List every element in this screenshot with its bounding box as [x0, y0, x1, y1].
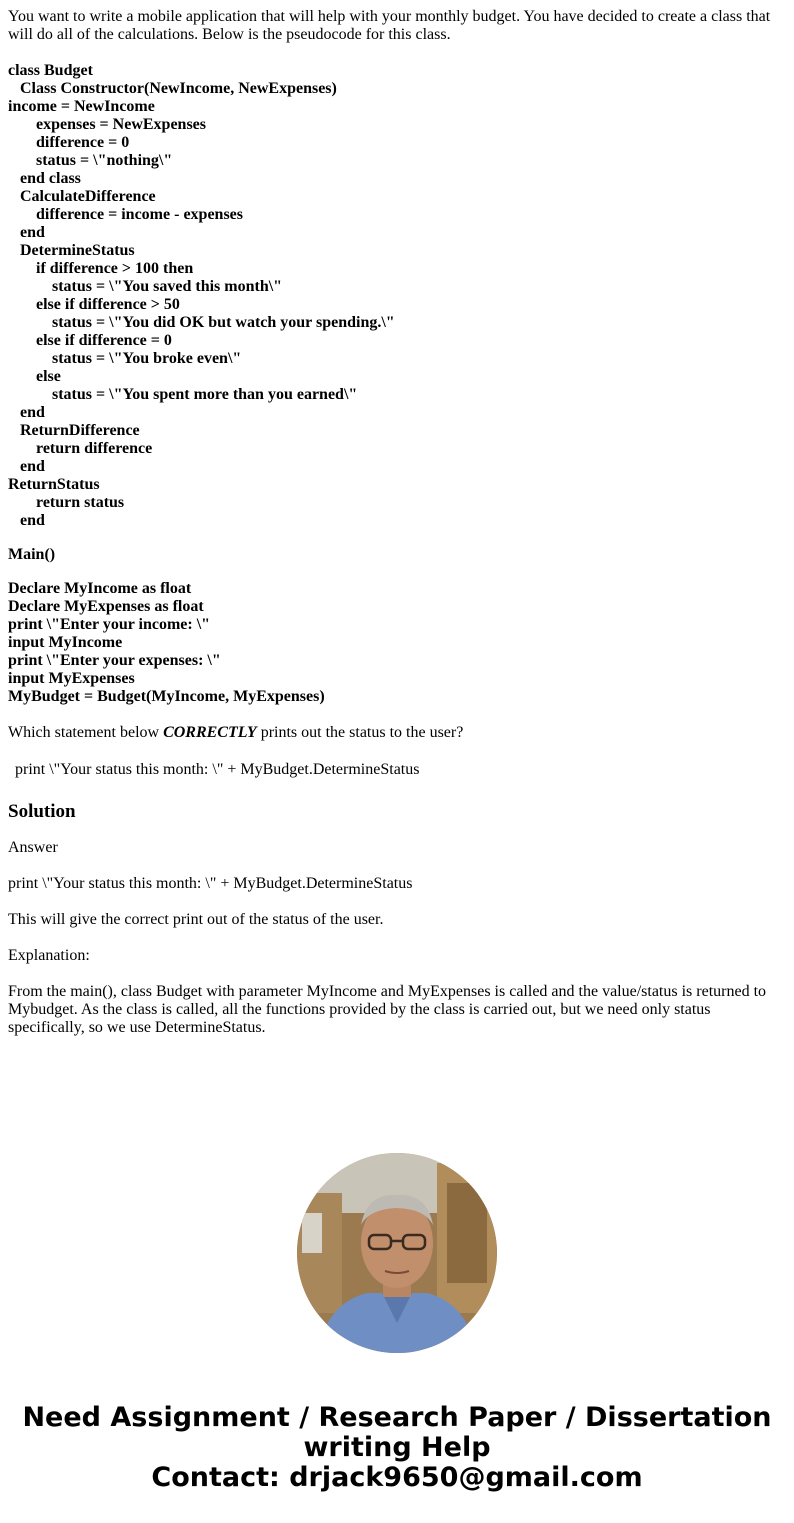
code-line: class Budget	[8, 62, 93, 79]
code-line: Declare MyIncome as float	[8, 580, 192, 597]
answer-option: print \"Your status this month: \" + MyBudget.DetermineStatus	[15, 761, 420, 778]
code-line: status = \"You broke even\"	[8, 350, 242, 367]
question-intro: You want to write a mobile application that will help with your monthly budget. You have decided to create a class that will do all of the calculations. Below is the pseudocode for this class.	[8, 8, 771, 43]
question-page	[8, 8, 778, 1055]
code-line: input MyExpenses	[8, 670, 135, 687]
code-line: Declare MyExpenses as float	[8, 598, 204, 615]
answer-note: This will give the correct print out of the status of the user.	[8, 911, 384, 928]
code-line: difference = 0	[8, 134, 130, 151]
solution-heading: Solution	[8, 801, 76, 822]
code-line: else	[8, 368, 61, 385]
code-main-title: Main()	[8, 546, 56, 563]
code-line: expenses = NewExpenses	[8, 116, 207, 133]
code-line: print \"Enter your expenses: \"	[8, 652, 221, 669]
code-line: return status	[8, 494, 125, 511]
answer-label: Answer	[8, 839, 58, 856]
explanation-label: Explanation:	[8, 947, 90, 964]
solution-section	[8, 801, 778, 1037]
code-line: end	[8, 458, 45, 475]
code-line: Class Constructor(NewIncome, NewExpenses)	[8, 80, 337, 97]
code-line: else if difference = 0	[8, 332, 172, 349]
author-avatar	[297, 1153, 497, 1353]
code-line: ReturnStatus	[8, 476, 100, 493]
code-line: else if difference > 50	[8, 296, 180, 313]
code-line: end	[8, 512, 45, 529]
code-line: CalculateDifference	[8, 188, 156, 205]
code-line: status = \"nothing\"	[8, 152, 173, 169]
question-text-after: prints out the status to the user?	[256, 724, 464, 741]
banner-line-1: Need Assignment / Research Paper / Dissertation	[22, 1402, 772, 1433]
code-line: status = \"You saved this month\"	[8, 278, 283, 295]
answer-text: print \"Your status this month: \" + MyBudget.DetermineStatus	[8, 875, 413, 892]
contact-banner	[0, 1403, 794, 1493]
banner-line-2: writing Help	[303, 1432, 491, 1463]
code-line: income = NewIncome	[8, 98, 155, 115]
question-prompt	[8, 724, 778, 742]
code-line: end	[8, 224, 45, 241]
pseudocode-block	[8, 62, 778, 706]
code-line: end class	[8, 170, 81, 187]
code-line: status = \"You spent more than you earned\"	[8, 386, 358, 403]
explanation-text: From the main(), class Budget with parameter MyIncome and MyExpenses is called and the value/status is returned to Mybudget. As the class is called, all the functions provided by the class is carried out, but we need only status specifically, so we use DetermineStatus.	[8, 983, 767, 1036]
code-line: status = \"You did OK but watch your spending.\"	[8, 314, 395, 331]
code-line: print \"Enter your income: \"	[8, 616, 211, 633]
banner-line-3: Contact: drjack9650@gmail.com	[151, 1462, 643, 1493]
code-line: if difference > 100 then	[8, 260, 194, 277]
question-emphasis: CORRECTLY	[163, 724, 257, 741]
code-line: ReturnDifference	[8, 422, 140, 439]
code-line: difference = income - expenses	[8, 206, 243, 223]
code-line: DetermineStatus	[8, 242, 135, 259]
code-line: return difference	[8, 440, 153, 457]
code-line: MyBudget = Budget(MyIncome, MyExpenses)	[8, 688, 325, 705]
question-text-before: Which statement below	[8, 724, 164, 741]
code-line: end	[8, 404, 45, 421]
code-line: input MyIncome	[8, 634, 123, 651]
